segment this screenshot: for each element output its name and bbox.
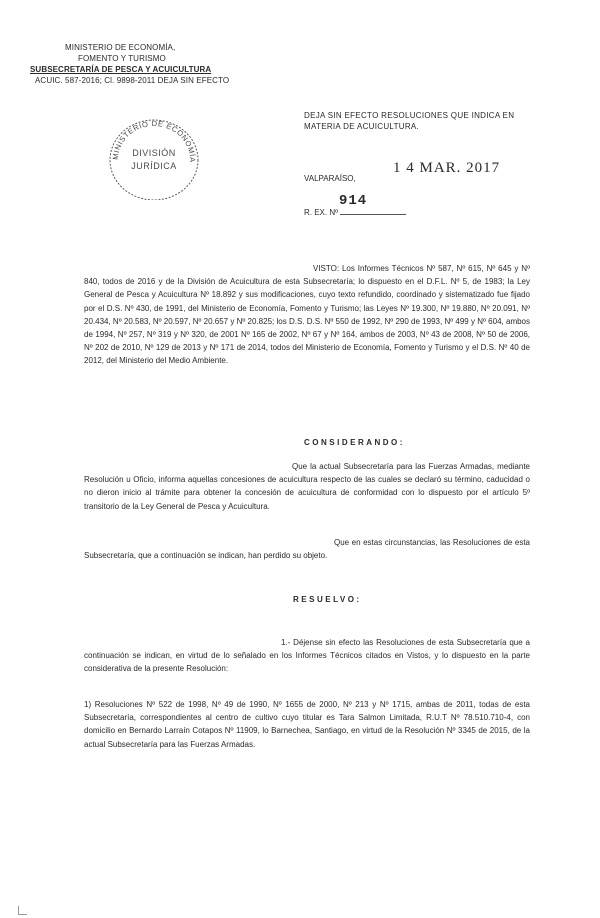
stamp-seal-icon	[98, 110, 208, 200]
considerando-paragraph-1: Que la actual Subsecretaría para las Fuerzas Armadas, mediante Resolución u Oficio, informa aquellas concesiones de acuicultura respecto de las cuales se declaró su término, caducidad o no dieron inicio al trámite para obtener la concesión de acuicultura de conformidad con lo dispuesto por el artículo 5º transitorio de la Ley General de Pesca y Acuicultura.	[84, 462, 530, 511]
visto-paragraph: VISTO: Los Informes Técnicos Nº 587, Nº 615, Nº 645 y Nº 840, todos de 2016 y de la División de Acuicultura de esta Subsecretaría; lo dispuesto en el D.F.L. Nº 5, de 1983; la Ley General de Pesca y Acuicultura Nº 18.892 y sus modificaciones, cuyo texto refundido, coordinado y sistematizado fue fijado por el D.S. Nº 430, de 1991, del Ministerio de Economía, Fomento y Turismo; las Leyes Nº 19.300, Nº 19.880, Nº 20.091, Nº 20.434, Nº 20.583, Nº 20.597, Nº 20.657 y Nº 20.825; los D.S. D.S. Nº 550 de 1992, Nº 290 de 1993, Nº 499 y Nº 604, ambos de 1994, Nº 257, Nº 319 y Nº 320, de 2001 Nº 165 de 2002, Nº 67 y Nº 164, ambos de 2003, Nº 43 de 2008, Nº 50 de 2006, Nº 202 de 2010, Nº 129 de 2013 y Nº 171 de 2014, todos del Ministerio de Economía, Fomento y Turismo y el D.S. Nº 40 de 2012, del Ministerio del Medio Ambiente.	[84, 264, 530, 366]
considerando-paragraph-2: Que en estas circunstancias, las Resoluciones de esta Subsecretaría, que a continuación se indican, han perdido su objeto.	[84, 538, 530, 561]
document-subject: DEJA SIN EFECTO RESOLUCIONES QUE INDICA EN MATERIA DE ACUICULTURA.	[304, 111, 515, 131]
rex-label: R. EX. Nº	[304, 208, 339, 217]
letterhead-ministry-cont: FOMENTO Y TURISMO	[78, 54, 166, 63]
letterhead-ministry: MINISTERIO DE ECONOMÍA,	[65, 43, 176, 52]
stamp-center-line1: DIVISIÓN	[132, 148, 176, 158]
page-corner-mark	[18, 906, 27, 915]
resuelvo-item-1: 1) Resoluciones Nº 522 de 1998, Nº 49 de 1990, Nº 1655 de 2000, Nº 213 y Nº 1715, ambas de 2011, todas de esta Subsecretaría, correspondientes al centro de cultivo cuyo titular es Tara Salmon Limitada, R.U.T Nº 78.510.710-4, con domicilio en Bernardo Larraín Cotapos Nº 11909, lo Barnechea, Santiago, en virtud de la Resolución Nº 3345 de 2015, de la actual Subsecretaría para las Fuerzas Armadas.	[84, 700, 530, 749]
letterhead-subsecretaria: SUBSECRETARÍA DE PESCA Y ACUICULTURA	[30, 65, 212, 74]
division-juridica-stamp	[98, 110, 208, 200]
resuelvo-paragraph-1: 1.- Déjense sin efecto las Resoluciones de esta Subsecretaría que a continuación se indican, en virtud de lo señalado en los Informes Técnicos citados en Vistos, y lo dispuesto en la parte considerativa de la presente Resolución:	[84, 638, 530, 674]
resolution-number-label	[304, 208, 406, 217]
rex-underline	[340, 208, 406, 215]
resuelvo-heading: RESUELVO:	[293, 595, 362, 604]
considerando-heading: CONSIDERANDO:	[304, 438, 405, 447]
place-label: VALPARAÍSO,	[304, 174, 356, 183]
letterhead	[30, 42, 229, 86]
stamp-center-line2: JURÍDICA	[131, 161, 177, 171]
stamp-ring-text: MINISTERIO DE ECONOMÍA	[110, 118, 198, 163]
letterhead-reference: ACUIC. 587-2016; Cl. 9898-2011 DEJA SIN EFECTO	[35, 76, 230, 85]
date-stamp: 1 4 MAR. 2017	[393, 160, 501, 176]
resolution-number: 914	[339, 193, 368, 209]
